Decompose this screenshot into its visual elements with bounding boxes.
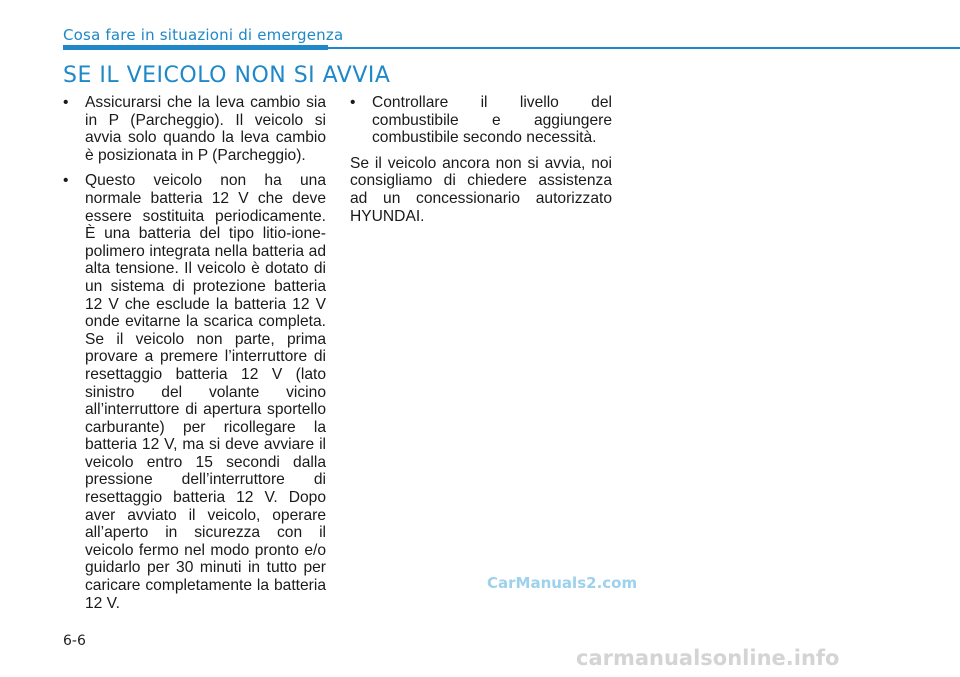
bullet-text: Assicurarsi che la leva cambio sia in P (Parcheggio). Il veicolo si avvia solo quando la leva cambio è posizionata in P (Parcheggio). <box>85 94 326 164</box>
page-number: 6-6 <box>63 633 86 649</box>
bullet-text: Questo veicolo non ha una normale batteria 12 V che deve essere sostituita periodicamente. È una batteria del tipo litio-ione-polimero integrata nella batteria ad alta tensione. Il veicolo è dotato di un sistema di protezione batteria 12 V che esclude la batteria 12 V onde evitarne la scarica completa. Se il veicolo non parte, prima provare a premere l’interruttore di resettaggio batteria 12 V (lato sinistro del volante vicino all’interruttore di apertura sportello carburante) per ricollegare la batteria 12 V, ma si deve avviare il veicolo entro 15 secondi dalla pressione dell’interruttore di resettaggio batteria 12 V. Dopo aver avviato il veicolo, operare all’aperto in sicurezza con il veicolo fermo nel modo pronto e/o guidarlo per 30 minuti in tutto per caricare completamente la batteria 12 V. <box>85 172 326 612</box>
bullet-item <box>350 94 612 147</box>
bullet-icon: • <box>350 94 356 111</box>
page-title: SE IL VEICOLO NON SI AVVIA <box>63 63 391 88</box>
site-watermark-link[interactable]: CarManuals2.com <box>487 574 638 592</box>
bullet-icon: • <box>63 172 69 190</box>
footer-watermark: carmanualsonline.info <box>576 646 840 670</box>
left-column <box>63 94 326 620</box>
header-rule-thin <box>328 47 960 49</box>
bullet-item <box>63 172 326 612</box>
header-rule-thick <box>63 45 328 50</box>
bullet-icon: • <box>63 94 69 111</box>
body-paragraph: Se il veicolo ancora non si avvia, noi consigliamo di chiedere assistenza ad un concessionario autorizzato HYUNDAI. <box>350 154 612 225</box>
section-header: Cosa fare in situazioni di emergenza <box>63 26 344 44</box>
bullet-text: Controllare il livello del combustibile e aggiungere combustibile secondo necessità. <box>372 94 612 147</box>
right-column <box>350 94 612 225</box>
bullet-item <box>63 94 326 164</box>
